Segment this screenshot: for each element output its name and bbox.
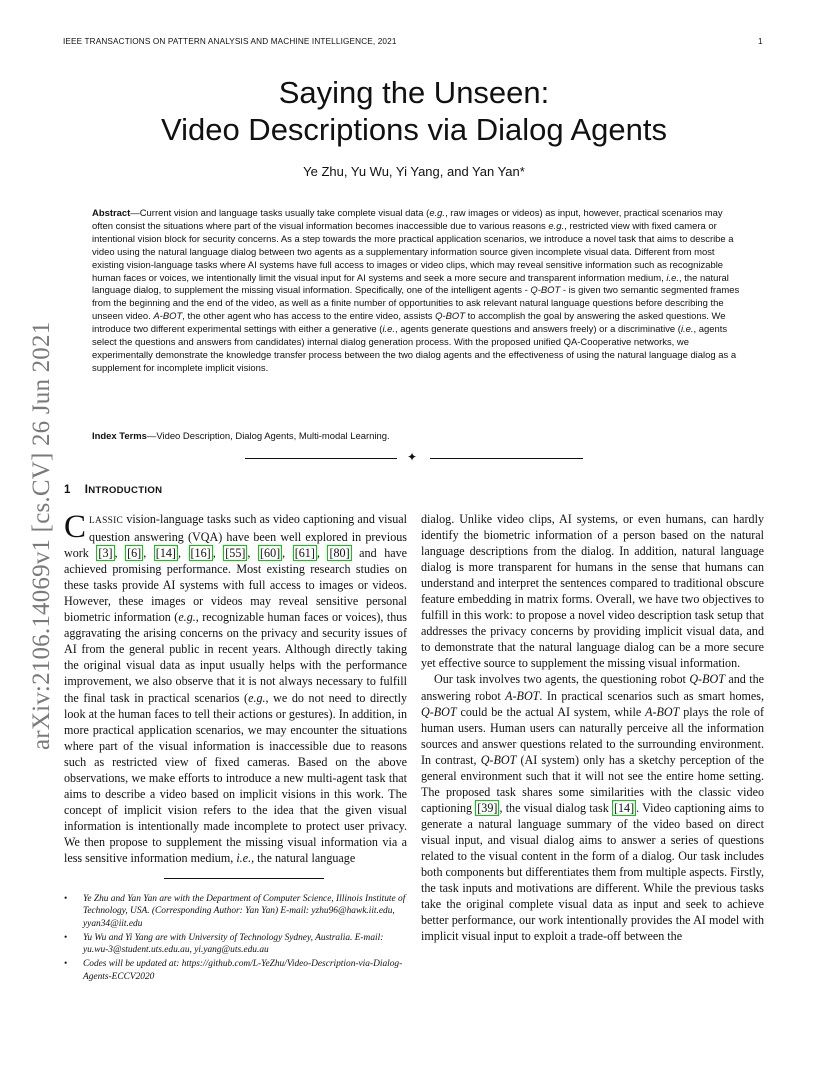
abstract-text: , the natural language dialog, to supplement the missing visual information. Specifically, one of the intelligent agents - — [92, 272, 729, 297]
paper-title-line-2: Video Descriptions via Dialog Agents — [160, 112, 668, 147]
section-divider-line-right — [430, 458, 583, 459]
abstract-label: Abstract — [92, 208, 131, 219]
drop-cap: C — [64, 509, 87, 545]
paragraph-text: (AI system) only has a sketchy perception of the general environment such that it will not see the entire home setting. The proposed task shares some similarities with the classic video captioning — [421, 752, 764, 815]
footnote-item — [64, 893, 410, 930]
italic-term: e.g. — [178, 610, 196, 625]
abstract-text: , agents select the questions and answers from candidates) internal dialog generation process. With the proposed unified QA-Cooperative networks, we experimentally demonstrate the knowledge transfer process between the two dialog agents and the effectiveness of using the natural language dialog as a supplement for incomplete implicit visions. — [92, 324, 737, 374]
abstract-text: , the other agent who has access to the entire video, assists — [182, 311, 436, 323]
footnote-item — [64, 932, 410, 957]
footnote-text[interactable]: Codes will be updated at: https://github.com/L-YeZhu/Video-Description-via-Dialog-Agents-ECCV2020 — [83, 959, 403, 982]
index-terms — [92, 431, 740, 442]
body-column-left — [64, 511, 407, 866]
paper-title — [64, 74, 764, 148]
agent-name: Q-BOT — [421, 704, 457, 719]
paragraph-text: . Video captioning aims to generate a natural language summary of the video based on direct visual input, and visual dialog aims to answer a series of questions related to the visual content in the form of a dialog. Our task includes both components but differentiates them from multiple aspects. Firstly, the task inputs and motivations are different. While the previous tasks take the original complete visual data as input and seek to achieve better performance, our work intentionally provides the AI model with implicit visual input to exploit a trade-off between the — [421, 800, 764, 944]
section-title-initial: I — [84, 484, 89, 496]
footnotes — [64, 893, 410, 985]
citation-link[interactable]: [60] — [260, 546, 281, 561]
citation-link[interactable]: [3] — [98, 546, 113, 561]
paragraph-text: , recognizable human faces or voices), thus aggravating the arising concerns on the privacy and security issues of AI from the general public in recent years. Although directly taking the original visual data as input usually helps with the performance improvement, we also observe that it is not always necessary to fulfill the final task in practical scenarios ( — [64, 610, 408, 705]
footnote-text: Ye Zhu and Yan Yan are with the Department of Computer Science, Illinois Institute of Technology, USA. (Corresponding Author: Yan Yan) E-mail: yzhu96@hawk.iit.edu, yyan34@iit.edu — [83, 894, 406, 929]
abstract-text: to accomplish the goal by answering the asked questions. We introduce two different experimental settings with either a generative ( — [92, 311, 726, 336]
small-caps-lead: LASSIC — [89, 516, 124, 526]
running-header: IEEE TRANSACTIONS ON PATTERN ANALYSIS AND MACHINE INTELLIGENCE, 2021 — [63, 37, 397, 46]
paragraph-text: plays the role of human users. Human users can naturally perceive all the information sources and answer questions related to the surrounding environment. In contrast, — [421, 704, 764, 767]
paragraph-text: , the natural language — [251, 850, 356, 865]
section-divider-line-left — [245, 458, 397, 459]
bullet-icon: • — [64, 894, 68, 904]
divider-ornament-icon: ✦ — [407, 450, 418, 464]
section-title-rest: NTRODUCTION — [88, 485, 163, 496]
abstract — [92, 208, 740, 376]
agent-name: Q-BOT — [689, 672, 725, 687]
index-terms-text: —Video Description, Dialog Agents, Multi-modal Learning. — [146, 431, 390, 442]
paragraph-text: Our task involves two agents, the questioning robot — [434, 672, 690, 687]
paragraph-text: , we do not need to directly look at the human faces to tell their actions or gestures). In addition, in more practical application scenarios, we may encounter the situations where part of the visual information is inaccessible due to reasons such as restricted view of fixed cameras. Based on the above observations, we make efforts to introduce a new multi-agent task that aims to describe a video based on implicit visions in this work. The concept of implicit vision refers to the idea that the given visual information is intentionally made incomplete to protect user privacy. We then propose to supplement the missing visual information via a less sensitive information medium, — [64, 690, 407, 865]
paragraph-text: could be the actual AI system, while — [456, 704, 646, 719]
section-number: 1 — [64, 484, 71, 496]
page-number: 1 — [758, 37, 763, 46]
agent-name: A-BOT — [645, 704, 680, 719]
abstract-italic-term: i.e. — [666, 272, 679, 284]
separator: , — [114, 546, 126, 561]
section-heading — [64, 484, 162, 496]
citation-link[interactable]: [39] — [477, 800, 498, 815]
separator: , — [316, 546, 328, 561]
intro-paragraph-1 — [64, 511, 407, 866]
abstract-text: , raw images or videos) as input, however, practical scenarios may often consist the situations where part of the visual information becomes inaccessible due to various reasons — [92, 208, 723, 232]
paper-title-line-1: Saying the Unseen: — [278, 75, 550, 110]
abstract-text: , restricted view with fixed camera or intentional vision block for security concerns. As a step towards the more practical application scenarios, we introduce a novel task that aims to describe a video using the natural language dialog between two agents as a supplementary information source given incomplete visual data. Different from most existing vision-language tasks where AI systems have full access to images or video clips, which may reveal sensitive information such as recognizable human faces or voices, we intentionally limit the visual input for AI systems and seek a more secure and transparent information medium, — [92, 220, 734, 284]
footnote-text: Yu Wu and Yi Yang are with University of Technology Sydney, Australia. E-mail: yu.wu-3@student.uts.edu.au, yi.yang@uts.edu.au — [83, 932, 384, 956]
abstract-text: - is given two semantic segmented frames from the beginning and the end of the video, as well as a finite number of opportunities to ask relevant natural language questions before describing the unseen video. — [92, 285, 740, 323]
abstract-agent-name: Q-BOT — [530, 285, 561, 297]
citation-link[interactable]: [55] — [225, 546, 246, 561]
bullet-icon: • — [64, 959, 68, 970]
agent-name: A-BOT — [505, 688, 540, 703]
citation-link[interactable]: [80] — [329, 546, 350, 561]
separator: , — [143, 546, 154, 561]
abstract-text: —Current vision and language tasks usually take complete visual data ( — [130, 208, 430, 219]
abstract-italic-term: i.e. — [382, 324, 396, 336]
citation-link[interactable]: [14] — [155, 546, 176, 561]
paragraph-text: vision-language tasks such as video captioning and visual question answering (VQA) have been well explored in previous work — [64, 512, 407, 561]
bullet-icon: • — [64, 932, 68, 943]
paragraph-text: and have achieved promising performance. Most existing research studies on these tasks provide AI systems with full access to images or videos. However, these images or videos may reveal sensitive personal biometric information ( — [64, 546, 408, 625]
author-list: Ye Zhu, Yu Wu, Yi Yang, and Yan Yan* — [303, 164, 525, 179]
paragraph-text: and the answering robot — [421, 672, 764, 703]
separator: , — [282, 546, 293, 561]
paragraph-text: , the visual dialog task — [499, 800, 612, 815]
body-column-right — [421, 511, 764, 944]
arxiv-identifier-stamp: arXiv:2106.14069v1 [cs.CV] 26 Jun 2021 — [28, 321, 55, 750]
abstract-agent-name: Q-BOT — [435, 311, 465, 323]
separator: , — [212, 546, 224, 561]
separator: , — [247, 546, 258, 561]
footnote-rule — [164, 878, 324, 879]
abstract-italic-term: e.g. — [548, 220, 565, 232]
abstract-agent-name: A-BOT — [153, 311, 183, 323]
separator: , — [177, 546, 189, 561]
italic-term: e.g. — [248, 690, 266, 705]
abstract-italic-term: e.g. — [429, 208, 446, 219]
paragraph-text: . In practical scenarios such as smart homes, — [539, 688, 765, 703]
intro-paragraph-3 — [421, 671, 764, 944]
citation-link[interactable]: [6] — [127, 546, 142, 561]
agent-name: Q-BOT — [480, 752, 517, 767]
abstract-italic-term: i.e. — [680, 324, 694, 336]
index-terms-label: Index Terms — [92, 431, 147, 442]
italic-term: i.e. — [236, 850, 252, 865]
footnote-item — [64, 958, 410, 983]
abstract-text: , agents generate questions and answers freely) or a discriminative ( — [395, 324, 681, 336]
citation-link[interactable]: [61] — [294, 546, 315, 561]
intro-paragraph-2-continued: dialog. Unlike video clips, AI systems, or even humans, can hardly identify the biometric information of a person based on the natural language descriptions from the dialog. In addition, natural language dialog is more transparent for humans in the sense that humans can understand and interpret the sentences compared to traditional obscure feature embedding in matrix forms. Overall, we have two objectives to fulfill in this work: to propose a novel video description task setup that addresses the privacy concerns by providing implicit visual data, and to demonstrate that the natural language dialog can be a more secure yet effective source to supplement the missing visual information. — [421, 512, 764, 671]
citation-link[interactable]: [16] — [190, 546, 211, 561]
citation-link[interactable]: [14] — [613, 800, 635, 815]
